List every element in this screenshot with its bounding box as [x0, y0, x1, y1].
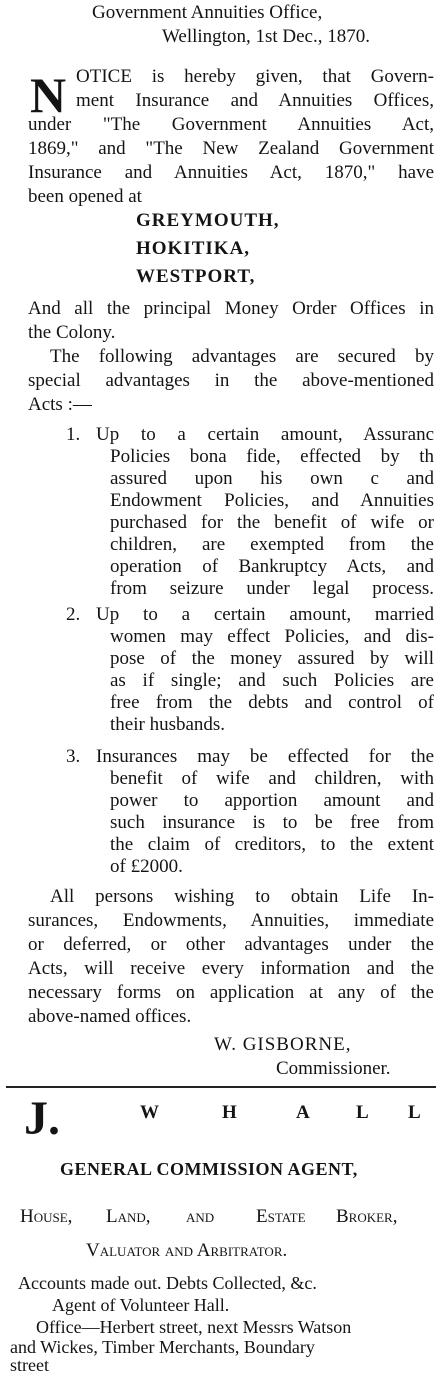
item-number: 3. — [66, 746, 81, 767]
item-line: their husbands. — [110, 714, 226, 735]
agent-line: Office—Herbert street, next Messrs Watson — [36, 1317, 352, 1337]
agent-headline: GENERAL COMMISSION AGENT, — [60, 1159, 358, 1179]
agent-line: street — [10, 1355, 49, 1375]
item-line: Endowment Policies, and Annuities — [110, 490, 434, 511]
item-line: purchased for the benefit of wife or — [110, 512, 434, 533]
signature-name: W. GISBORNE, — [214, 1034, 352, 1055]
advantages-intro-line: special advantages in the above-mentioned — [28, 370, 434, 391]
item-line: power to apportion amount and — [110, 790, 434, 811]
intro-line: under "The Government Annuities Act, — [28, 114, 434, 135]
intro-line: OTICE is hereby given, that Govern- — [76, 66, 434, 87]
agent-line: Agent of Volunteer Hall. — [52, 1295, 230, 1315]
item-line: as if single; and such Policies are — [110, 670, 434, 691]
closing-line: necessary forms on application at any of the — [28, 982, 434, 1003]
item-line: pose of the money assured by will — [110, 648, 434, 669]
intro-line: been opened at — [28, 186, 142, 207]
closing-line: above-named offices. — [28, 1006, 192, 1027]
valuator-line: Valuator and Arbitrator. — [86, 1240, 288, 1261]
money-order-line: the Colony. — [28, 322, 116, 343]
drop-cap-j: J. — [24, 1092, 60, 1145]
place-date-line: Wellington, 1st Dec., 1870. — [162, 26, 370, 47]
name-letter: L — [408, 1102, 421, 1123]
closing-line: Acts, will receive every information and the — [28, 958, 434, 979]
closing-line: surances, Endowments, Annuities, immediate — [28, 910, 434, 931]
item-number: 1. — [66, 424, 81, 445]
item-line: assured upon his own c and — [110, 468, 434, 489]
item-line: children, are exempted from the — [110, 534, 434, 555]
agent-line: and Wickes, Timber Merchants, Boundary — [10, 1337, 315, 1357]
name-letter: L — [356, 1102, 369, 1123]
closing-line: or deferred, or other advantages under the — [28, 934, 434, 955]
item-line: the claim of creditors, to the extent — [110, 834, 434, 855]
notice-divider — [6, 1086, 436, 1088]
item-line: Up to a certain amount, Assuranc — [96, 424, 434, 445]
intro-line: Insurance and Annuities Act, 1870," have — [28, 162, 434, 183]
item-line: such insurance is to be free from — [110, 812, 434, 833]
advantages-intro-line: The following advantages are secured by — [50, 346, 434, 367]
item-line: Insurances may be effected for the — [96, 746, 434, 767]
item-line: from seizure under legal process. — [110, 578, 434, 599]
intro-line: 1869," and "The New Zealand Government — [28, 138, 434, 159]
town-hokitika: HOKITIKA, — [136, 238, 251, 259]
intro-line: ment Insurance and Annuities Offices, — [76, 90, 434, 111]
broker-word: Broker, — [336, 1206, 398, 1227]
closing-line: All persons wishing to obtain Life In- — [50, 886, 434, 907]
broker-word: House, — [20, 1206, 73, 1227]
broker-word: Estate — [256, 1206, 306, 1227]
item-number: 2. — [66, 604, 81, 625]
town-westport: WESTPORT, — [136, 266, 256, 287]
drop-cap-n: N — [30, 67, 67, 123]
advantages-intro-line: Acts :— — [28, 394, 92, 415]
name-letter: H — [222, 1102, 237, 1123]
item-line: of £2000. — [110, 856, 183, 877]
agent-line: Accounts made out. Debts Collected, &c. — [18, 1273, 317, 1293]
item-line: benefit of wife and children, with — [110, 768, 434, 789]
item-line: operation of Bankruptcy Acts, and — [110, 556, 434, 577]
item-line: Up to a certain amount, married — [96, 604, 434, 625]
money-order-line: And all the principal Money Order Offices in — [28, 298, 434, 319]
item-line: women may effect Policies, and dis- — [110, 626, 434, 647]
item-line: free from the debts and control of — [110, 692, 434, 713]
signature-title: Commissioner. — [276, 1058, 391, 1079]
town-greymouth: GREYMOUTH, — [136, 210, 280, 231]
name-letter: A — [296, 1102, 310, 1123]
office-heading: Government Annuities Office, — [92, 2, 323, 23]
item-line: Policies bona fide, effected by th — [110, 446, 434, 467]
broker-word: and — [186, 1206, 215, 1227]
broker-word: Land, — [106, 1206, 151, 1227]
name-letter: W — [140, 1102, 159, 1123]
